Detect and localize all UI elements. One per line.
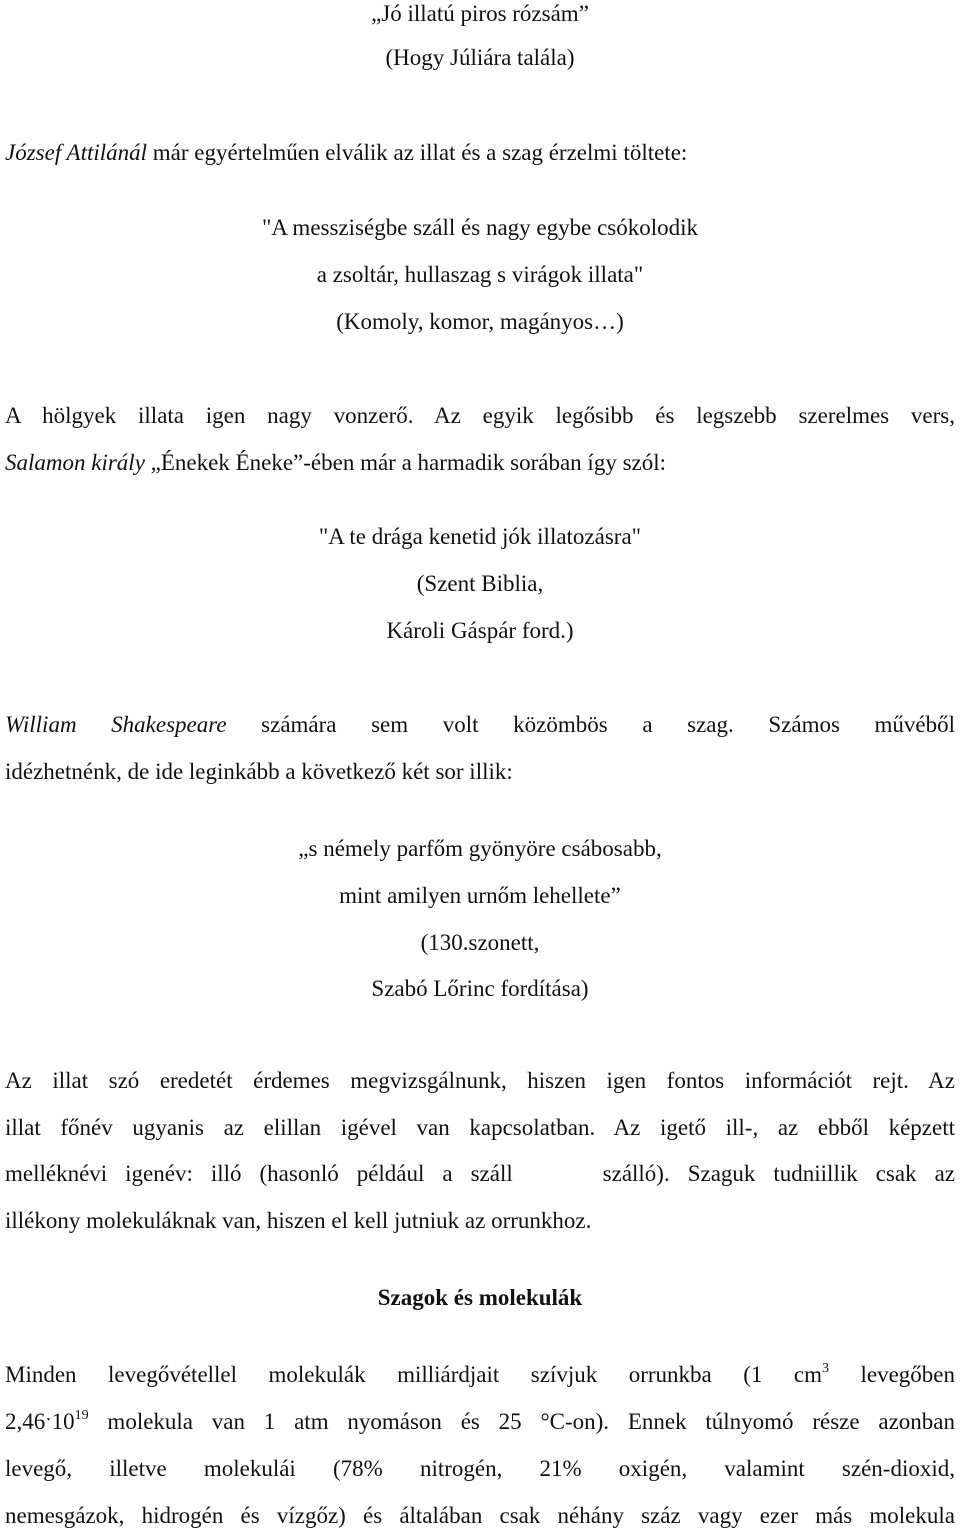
quote2-line-1: "A te drága kenetid jók illatozásra": [318, 524, 642, 549]
quote3-source-1: (130.szonett,: [420, 930, 540, 955]
intro-paragraph: [5, 139, 955, 167]
superscript: 3: [821, 1361, 829, 1376]
para4-line-2-number: 2,46ˑ10: [5, 1409, 75, 1434]
author-name: Salamon király: [5, 450, 145, 475]
para4-line-1-text: Minden levegővétellel molekulák milliárdjait szívjuk orrunkba (1 cm: [5, 1362, 822, 1387]
para2-line-1: [5, 711, 955, 739]
para3-line-2: illat főnév ugyanis az elillan igével van kapcsolatban. Az igető ill-, az ebből képzett: [5, 1115, 955, 1140]
para4-line-4: nemesgázok, hidrogén és vízgőz) és általában csak néhány száz vagy ezer más molekula: [5, 1503, 955, 1528]
quote2-source-2: Károli Gáspár ford.): [386, 618, 574, 643]
quote1-source: (Komoly, komor, magányos…): [336, 309, 624, 334]
quote3-line-1: „s némely parfőm gyönyöre csábosabb,: [298, 836, 662, 861]
quote1-line-1: "A messziségbe száll és nagy egybe csókolodik: [261, 215, 699, 240]
author-name: William Shakespeare: [5, 712, 227, 737]
para3-line-3: melléknévi igenév: illó (hasonló például a száll szálló). Szaguk tudniillik csak az: [5, 1161, 955, 1186]
quote1-line-2: a zsoltár, hullaszag s virágok illata": [316, 262, 644, 287]
title-line-2: (Hogy Júliára talála): [385, 45, 575, 70]
para4-line-1: [5, 1361, 955, 1389]
para1-line-1: A hölgyek illata igen nagy vonzerő. Az egyik legősibb és legszebb szerelmes vers,: [5, 403, 955, 428]
para4-line-1-text-end: levegőben: [828, 1362, 955, 1387]
para3-line-1: Az illat szó eredetét érdemes megvizsgálnunk, hiszen igen fontos információt rejt. Az: [5, 1068, 955, 1093]
title-line-1: „Jó illatú piros rózsám”: [371, 1, 589, 26]
para1-line-2: [5, 449, 955, 477]
author-name: József Attilánál: [5, 140, 148, 165]
quote3-source-2: Szabó Lőrinc fordítása): [371, 976, 589, 1001]
para4-line-3: levegő, illetve molekulái (78% nitrogén, 21% oxigén, valamint szén-dioxid,: [5, 1456, 955, 1481]
para2-line-1-text: számára sem volt közömbös a szag. Számos művéből: [226, 712, 956, 737]
para2-line-2: idézhetnénk, de ide leginkább a következő két sor illik:: [5, 759, 513, 784]
quote2-source-1: (Szent Biblia,: [416, 571, 544, 596]
section-heading: Szagok és molekulák: [377, 1285, 583, 1310]
para3-line-4: illékony molekuláknak van, hiszen el kell jutniuk az orrunkhoz.: [5, 1208, 592, 1233]
para4-line-2-text: molekula van 1 atm nyomáson és 25 °C-on). Ennek túlnyomó része azonban: [88, 1409, 955, 1434]
superscript: 19: [74, 1408, 89, 1423]
quote3-line-2: mint amilyen urnőm lehellete”: [339, 883, 621, 908]
intro-text: már egyértelműen elválik az illat és a szag érzelmi töltete:: [147, 140, 688, 165]
para4-line-2: [5, 1408, 955, 1436]
para1-line-2-text: „Énekek Éneke”-ében már a harmadik sorában így szól:: [144, 450, 667, 475]
